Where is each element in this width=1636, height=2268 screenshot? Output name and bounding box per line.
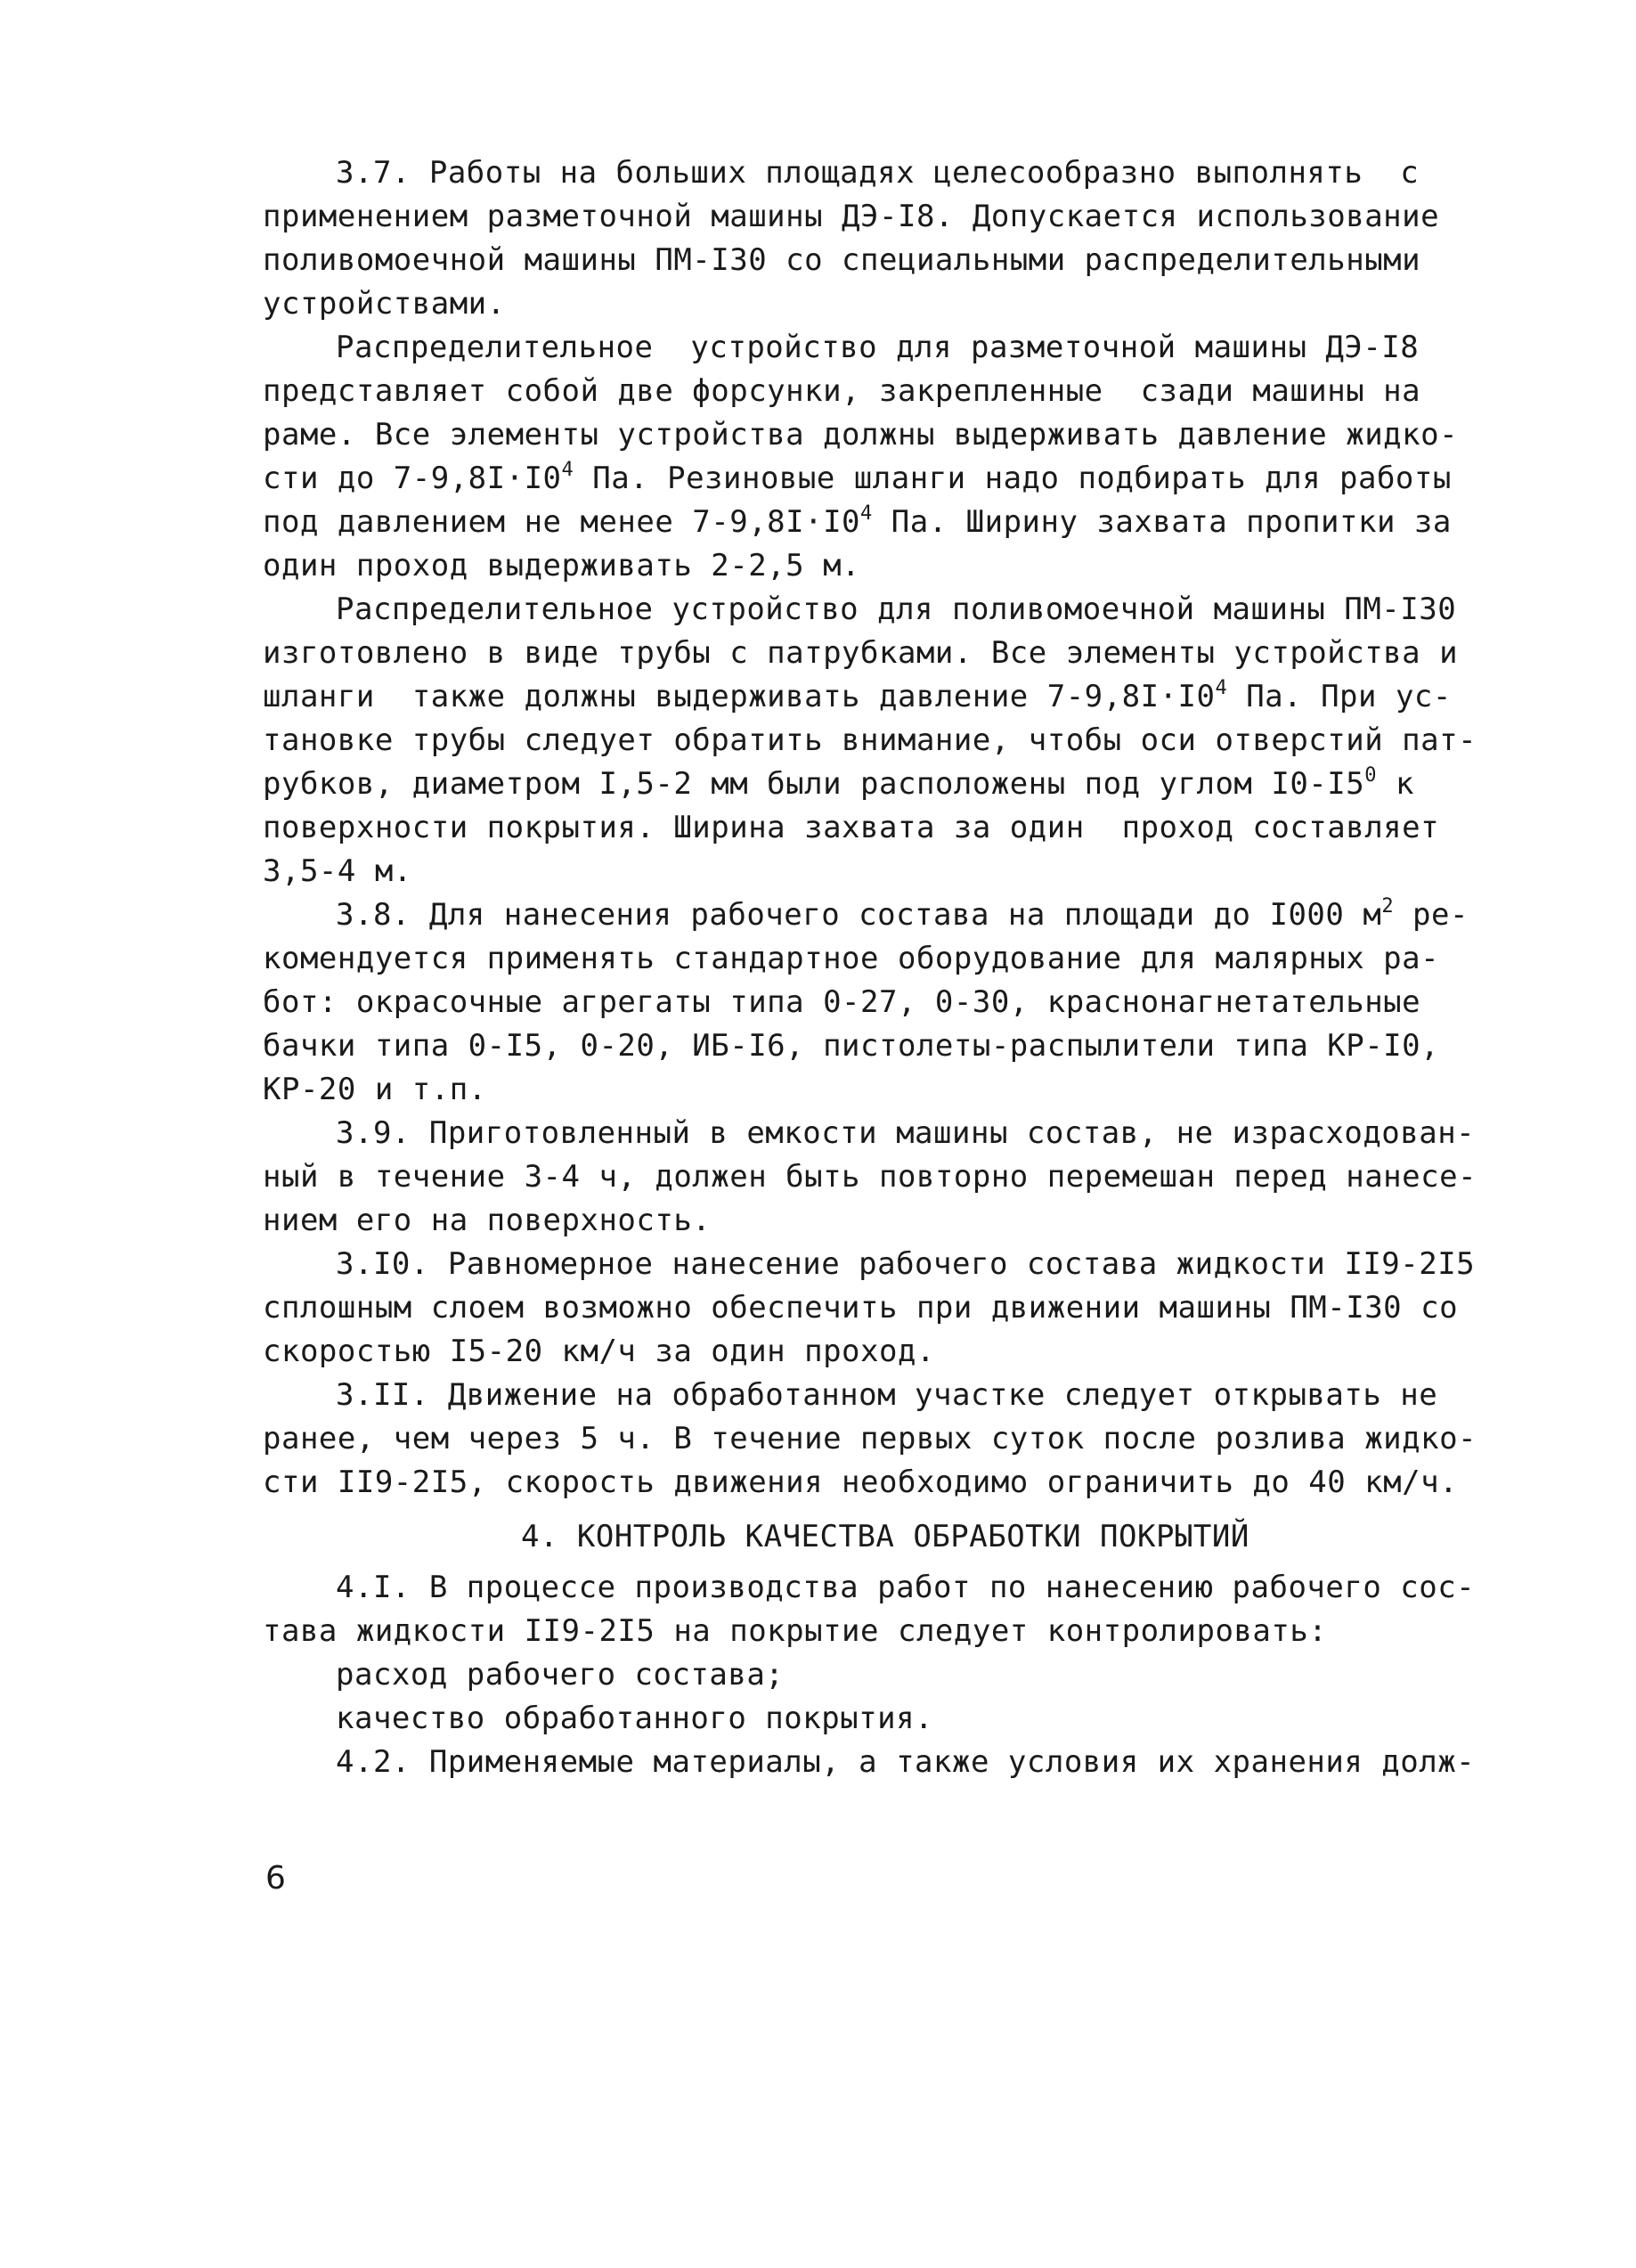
text-line: бачки типа 0-I5, 0-20, ИБ-I6, пистолеты-распылители типа КР-I0, [263, 1028, 1440, 1064]
text-line [263, 763, 1420, 806]
text-line: 3.9. Приготовленный в емкости машины состав, не израсходован- [336, 1115, 1476, 1151]
section-heading: 4. КОНТРОЛЬ КАЧЕСТВА ОБРАБОТКИ ПОКРЫТИЙ [521, 1519, 1249, 1554]
text-line: сплошным слоем возможно обеспечить при движении машины ПМ-I30 со [263, 1290, 1459, 1326]
text-line: скоростью I5-20 км/ч за один проход. [263, 1334, 935, 1369]
paragraph-3-7 [263, 151, 1440, 326]
text-fragment: шланги также должны выдерживать давление 7-9,8I·I0 [263, 679, 1216, 714]
text-line: применением разметочной машины ДЭ-I8. Допускается использование [263, 199, 1440, 234]
superscript: 0 [1364, 764, 1377, 787]
text-line: 3.II. Движение на обработанном участке следует открывать не [336, 1377, 1438, 1413]
text-line: нием его на поверхность. [263, 1203, 712, 1238]
superscript: 4 [860, 502, 873, 525]
text-fragment: сти до 7-9,8I·I0 [263, 461, 562, 496]
text-line: представляет собой две форсунки, закрепленные сзади машины на [263, 373, 1421, 409]
text-line [263, 675, 1452, 719]
text-line: 3.7. Работы на больших площадях целесообразно выполнять с [336, 155, 1420, 191]
text-line: 3.I0. Равномерное нанесение рабочего состава жидкости II9-2I5 [336, 1246, 1476, 1282]
paragraph-3-9 [263, 1112, 1477, 1243]
document-body [263, 151, 1477, 1784]
text-line: тава жидкости II9-2I5 на покрытие следует контролировать: [263, 1613, 1328, 1649]
text-line [263, 501, 1452, 544]
text-fragment: рубков, диаметром I,5-2 мм были расположены под углом I0-I5 [263, 766, 1365, 802]
paragraph-3-10 [263, 1243, 1476, 1374]
paragraph-pm130-device [263, 588, 1477, 893]
text-line: устройствами. [263, 286, 506, 322]
text-line [263, 457, 1452, 501]
text-fragment: под давлением не менее 7-9,8I·I0 [263, 504, 861, 540]
text-line: изготовлено в виде трубы с патрубками. Все элементы устройства и [263, 635, 1459, 671]
paragraph-3-8 [263, 893, 1469, 1112]
superscript: 2 [1381, 895, 1395, 918]
text-line: 4.2. Применяемые материалы, а также условия их хранения долж- [336, 1744, 1476, 1780]
text-line: 3,5-4 м. [263, 853, 412, 889]
text-fragment: ре- [1394, 897, 1469, 933]
text-line: раме. Все элементы устройства должны выдерживать давление жидко- [263, 417, 1459, 453]
text-line: поверхности покрытия. Ширина захвата за один проход составляет [263, 810, 1440, 845]
paragraph-de18-device [263, 326, 1459, 588]
text-line: один проход выдерживать 2-2,5 м. [263, 548, 861, 583]
text-fragment: Па. Резиновые шланги надо подбирать для работы [574, 461, 1452, 496]
text-fragment: к [1376, 766, 1414, 802]
list-item: качество обработанного покрытия. [336, 1701, 934, 1736]
text-line: бот: окрасочные агрегаты типа 0-27, 0-30, краснонагнетательные [263, 984, 1421, 1020]
page-number: 6 [265, 1860, 286, 1897]
text-line: сти II9-2I5, скорость движения необходимо ограничить до 40 км/ч. [263, 1464, 1459, 1500]
superscript: 4 [1215, 677, 1228, 699]
paragraph-4-1 [263, 1566, 1476, 1741]
text-fragment: Па. Ширину захвата пропитки за [872, 504, 1452, 540]
paragraph-4-2 [263, 1741, 1476, 1784]
text-line: КР-20 и т.п. [263, 1072, 487, 1107]
text-line [263, 893, 1469, 937]
text-line: Распределительное устройство для разметочной машины ДЭ-I8 [336, 330, 1420, 365]
text-fragment: 3.8. Для нанесения рабочего состава на площади до I000 м [336, 897, 1382, 933]
text-line: комендуется применять стандартное оборудование для малярных ра- [263, 941, 1440, 976]
text-fragment: Па. При ус- [1227, 679, 1452, 714]
text-line: поливомоечной машины ПМ-I30 со специальными распределительными [263, 242, 1421, 278]
text-line: ный в течение 3-4 ч, должен быть повторно перемешан перед нанесе- [263, 1159, 1477, 1195]
text-line: Распределительное устройство для поливомоечной машины ПМ-I30 [336, 591, 1457, 627]
list-item: расход рабочего состава; [336, 1657, 785, 1693]
text-line: ранее, чем через 5 ч. В течение первых суток после розлива жидко- [263, 1421, 1477, 1456]
superscript: 4 [561, 459, 574, 481]
text-line: тановке трубы следует обратить внимание, чтобы оси отверстий пат- [263, 722, 1477, 758]
text-line: 4.I. В процессе производства работ по нанесению рабочего сос- [336, 1570, 1476, 1605]
paragraph-3-11 [263, 1374, 1477, 1505]
